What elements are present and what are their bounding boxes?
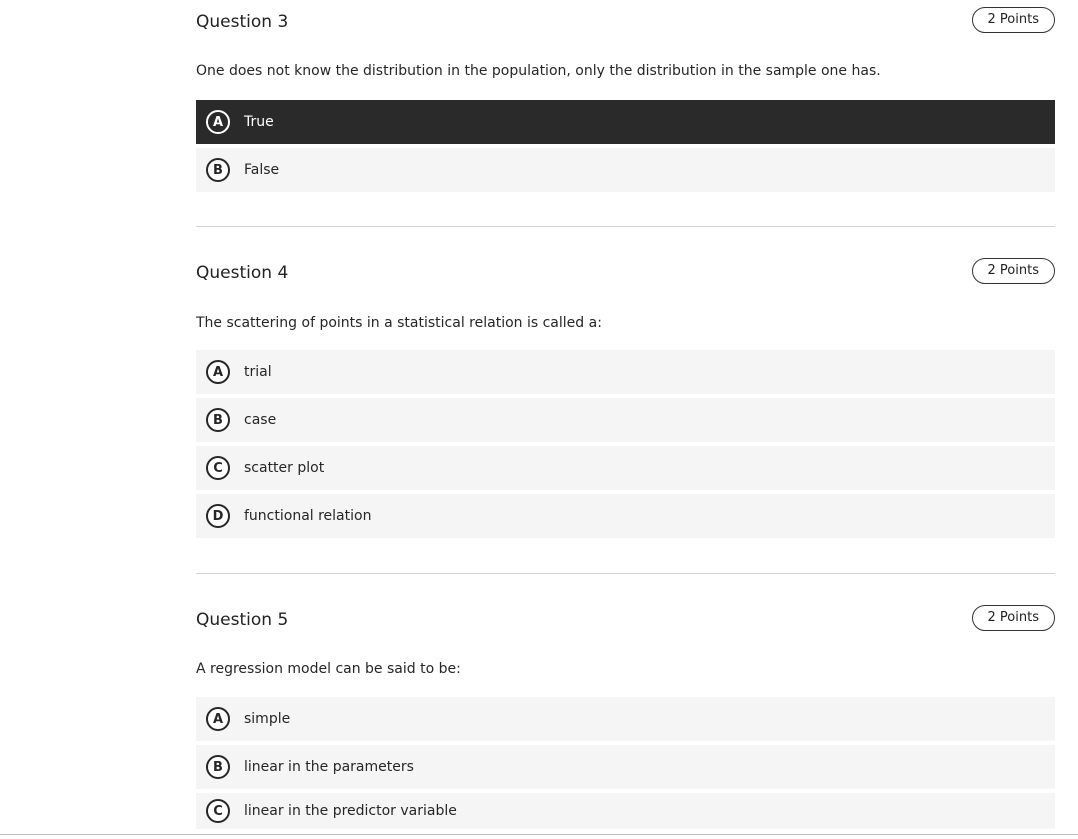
question-divider [196, 226, 1055, 227]
answer-options [196, 350, 1055, 542]
option-label: case [244, 412, 277, 428]
option-b[interactable] [196, 398, 1055, 442]
question-title: Question 3 [196, 12, 289, 32]
question-header [196, 603, 1055, 637]
question-4 [196, 256, 1055, 524]
option-a[interactable] [196, 697, 1055, 741]
question-text: One does not know the distribution in the population, only the distribution in the sample one has. [196, 63, 881, 79]
option-label: simple [244, 711, 291, 727]
option-a[interactable] [196, 350, 1055, 394]
question-title: Question 5 [196, 610, 289, 630]
question-5 [196, 603, 1055, 819]
option-letter: D [206, 504, 230, 528]
option-letter: C [206, 456, 230, 480]
option-label: functional relation [244, 508, 372, 524]
option-letter: B [206, 755, 230, 779]
points-badge: 2 Points [972, 605, 1055, 631]
viewport-bottom-border [0, 834, 1078, 835]
option-label: False [244, 162, 280, 178]
option-label: True [244, 114, 274, 130]
option-label: trial [244, 364, 272, 380]
option-letter: B [206, 158, 230, 182]
option-d[interactable] [196, 494, 1055, 538]
option-c[interactable] [196, 446, 1055, 490]
question-text: The scattering of points in a statistical relation is called a: [196, 315, 602, 331]
question-title: Question 4 [196, 263, 289, 283]
option-letter: C [206, 799, 230, 823]
option-letter: A [206, 110, 230, 134]
option-label: linear in the parameters [244, 759, 414, 775]
option-b[interactable] [196, 745, 1055, 789]
option-letter: A [206, 360, 230, 384]
points-badge: 2 Points [972, 7, 1055, 33]
question-text: A regression model can be said to be: [196, 661, 461, 677]
option-label: scatter plot [244, 460, 325, 476]
option-letter: B [206, 408, 230, 432]
answer-options [196, 100, 1055, 196]
question-header [196, 256, 1055, 290]
question-header [196, 5, 1055, 39]
option-letter: A [206, 707, 230, 731]
option-b[interactable] [196, 148, 1055, 192]
option-label: linear in the predictor variable [244, 803, 457, 819]
option-c[interactable] [196, 793, 1055, 829]
answer-options [196, 697, 1055, 829]
question-divider [196, 573, 1055, 574]
option-a[interactable] [196, 100, 1055, 144]
points-badge: 2 Points [972, 258, 1055, 284]
question-3 [196, 5, 1055, 178]
